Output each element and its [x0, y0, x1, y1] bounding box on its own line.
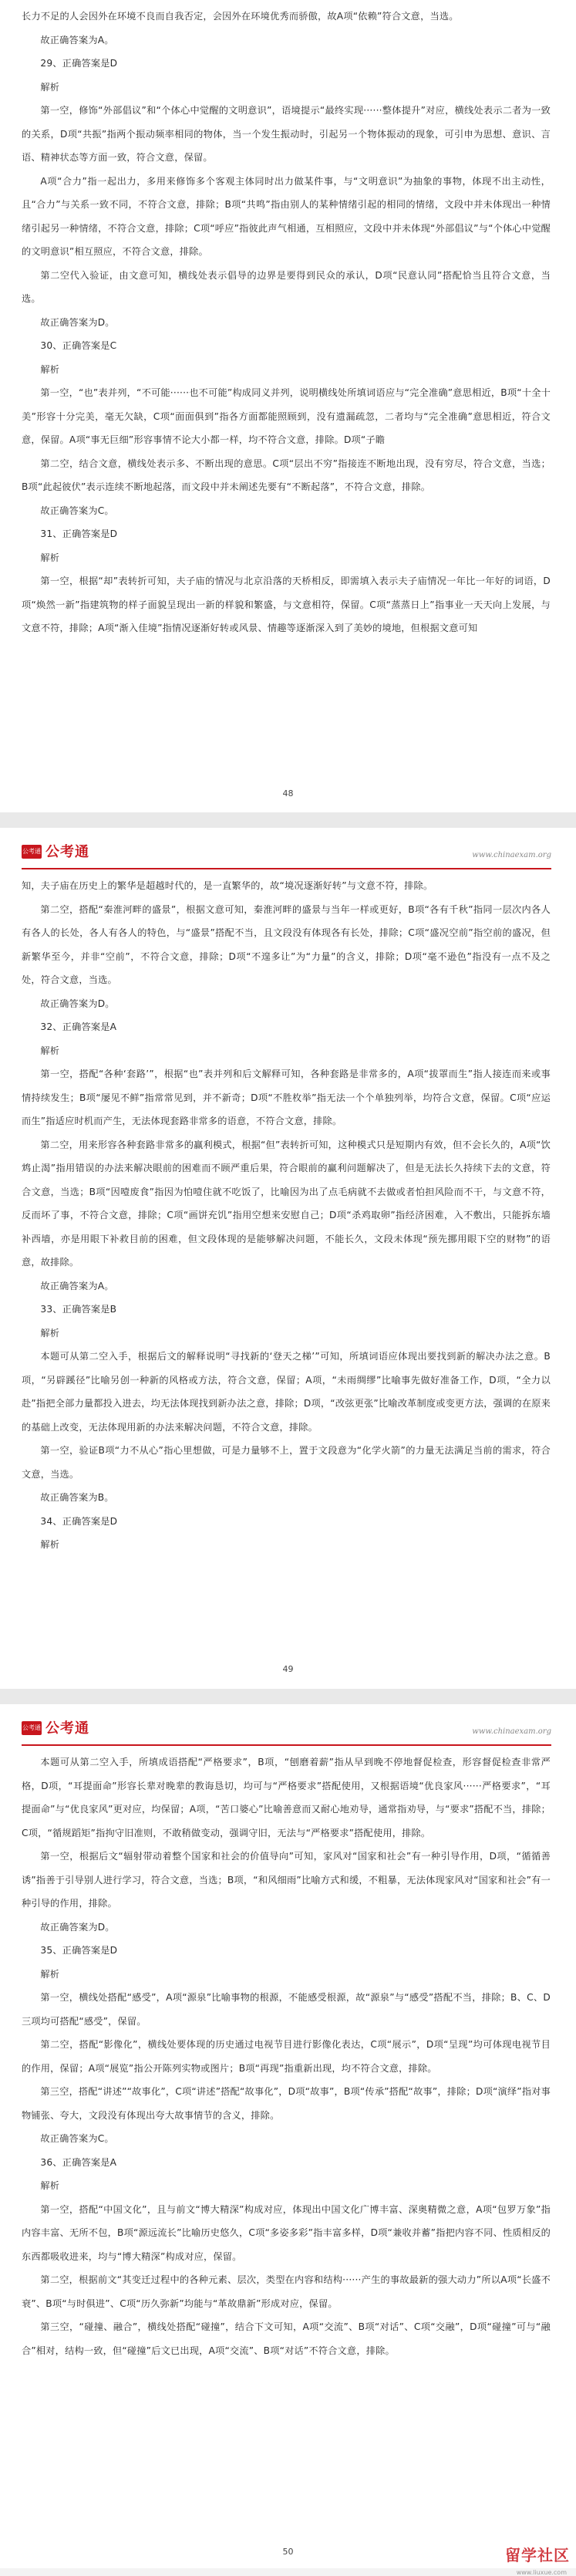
answer-heading: 34、正确答案是D — [40, 1515, 118, 1527]
brand-logo-icon: 公考通 — [22, 845, 42, 859]
analysis-label: 解析 — [40, 1327, 60, 1339]
analysis-label: 解析 — [40, 2180, 60, 2191]
analysis-label: 解析 — [40, 552, 60, 563]
document-page — [0, 1704, 576, 2576]
page-header — [22, 828, 551, 869]
paragraph: 第一空，修饰“外部倡议”和“个体心中觉醒的文明意识”，语境提示“最终实现······整体提升”对应，横线处表示二者为一致的关系，D项“共振”指两个振动频率相同的物体，当一个发生振动时，引起另一个物体振动的现象，可引申为思想、意识、言语、精神状态等方面一致，符合文意，保留。 — [22, 105, 551, 163]
paragraph: 第一空，根据“却”表转折可知，夫子庙的情况与北京沿落的天桥相反，即需填入表示夫子庙情况一年比一年好的词语，D项“焕然一新”指建筑物的样子面貌呈现出一新的样貌和繁盛，与文意相符，保留。C项“蒸蒸日上”指事业一天天向上发展，与文意不符，排除；A项“渐入佳境”指情况逐渐好转或风景、情趣等逐渐深入到了美妙的境地，但根据文意可知 — [22, 576, 551, 633]
paragraph: 第一空，验证B项“力不从心”指心里想做，可是力量够不上，置于文段意为“化学火箭”的力量无法满足当前的需求，符合文意，当选。 — [22, 1445, 551, 1480]
paragraph: 第一空，“也”表并列，“不可能······也不可能”构成同义并列，说明横线处所填词语应与“完全准确”意思相近，B项“十全十美”形容十分完美，毫无欠缺，C项“面面俱到”指各方面都能照顾到，没有遗漏疏忽，二者均与“完全准确”意思相近，符合文意，保留。A项“事无巨细”形容事情不论大小都一样，均不符合文意，排除。D项“子瞻 — [22, 387, 551, 445]
paragraph: 故正确答案为C。 — [40, 2133, 114, 2144]
paragraph: 第二空，搭配“影像化”，横线处要体现的历史通过电视节目进行影像化表达，C项“展示”，D项“呈现”均可体现电视节目的作用，保留；A项“展览”指公开陈列实物或图片；B项“再现”指重新出现，均不符合文意，排除。 — [22, 2039, 551, 2074]
analysis-label: 解析 — [40, 1539, 60, 1550]
page-content — [0, 1746, 576, 2362]
page-content — [0, 0, 576, 640]
brand-name: 公考通 — [45, 844, 89, 860]
paragraph: 故正确答案为D。 — [40, 1921, 115, 1933]
answer-heading: 33、正确答案是B — [40, 1304, 117, 1315]
analysis-label: 解析 — [40, 81, 60, 93]
paragraph: 第三空，“碰撞、融合”，横线处搭配“碰撞”，结合下文可知，A项“交流”、B项“对话”、C项“交融”，D项“碰撞”可与“融合”相对，结构一致，但“碰撞”后文已出现，A项“交流”、B项“对话”不符合文意，排除。 — [22, 2321, 551, 2356]
paragraph: 第一空，搭配“中国文化”，且与前文“博大精深”构成对应，体现出中国文化广博丰富、深奥精微之意，A项“包罗万象”指内容丰富、无所不包，B项“源远流长”比喻历史悠久，C项“多姿多彩”指丰富多样，D项“兼收并蓄”指把内容不同、性质相反的东西都吸收进来，均与“博大精深”构成对应，保留。 — [22, 2203, 551, 2262]
page-number: 48 — [282, 788, 294, 798]
paragraph: 故正确答案为D。 — [40, 316, 115, 328]
analysis-label: 解析 — [40, 1045, 60, 1056]
page-gap — [0, 812, 576, 828]
paragraph: 第二空，搭配“秦淮河畔的盛景”，根据文意可知，秦淮河畔的盛景与当年一样或更好，B项“各有千秋”指同一层次内各人有各人的长处，各人有各人的特色，与“盛景”搭配不当，且文段没有体现各有长处，排除；C项“盛况空前”指空前的盛况，但新繁华至今，并非“空前”，不符合文意，排除；D项“不遑多让”为“力量”的含义，排除；D项“毫不逊色”指没有一点不及之处，符合文意，当选。 — [22, 903, 551, 985]
paragraph: 第二空，根据前文“其变迁过程中的各种元素、层次，类型在内容和结构······产生的事故最新的强大动力”所以A项“长盛不衰”、B项“与时俱进”、C项“历久弥新”均能与“革故鼎新”形成对应，保留。 — [22, 2274, 551, 2309]
analysis-label: 解析 — [40, 1968, 60, 1980]
paragraph: 本题可从第二空入手，根据后文的解释说明“寻找新的‘登天之梯’”可知，所填词语应体现出要找到新的解决办法之意。B项，“另辟蹊径”比喻另创一种新的风格或方法，符合文意，保留；A项，“未雨绸缪”比喻事先做好准备工作，D项，“全力以赴”指把全部力量都投入进去，均无法体现找到新办法之意，排除；D项，“改弦更张”比喻改革制度或变更方法，强调的在原来的基础上改变，无法体现用新的办法来解决问题，不符合文意，排除。 — [22, 1351, 551, 1433]
paragraph: 第二空代入验证，由文意可知，横线处表示倡导的边界是要得到民众的承认，D项“民意认同”搭配恰当且符合文意，当选。 — [22, 269, 551, 304]
paragraph: 故正确答案为C。 — [40, 505, 114, 516]
answer-heading: 36、正确答案是A — [40, 2156, 117, 2168]
answer-heading: 35、正确答案是D — [40, 1945, 118, 1956]
brand-name: 公考通 — [45, 1720, 89, 1737]
paragraph: 故正确答案为D。 — [40, 998, 115, 1009]
paragraph: 长力不足的人会因外在环境不良而自我否定，会因外在环境优秀而骄傲，故A项“依赖”符合文意，当选。 — [22, 11, 459, 22]
answer-heading: 29、正确答案是D — [40, 58, 118, 69]
paragraph: 第三空，搭配“讲述”“故事化”，C项“讲述”搭配“故事化”，D项“故事”，B项“传承”搭配“故事”，排除；D项“演绎”指对事物铺张、夸大，文段没有体现出夸大故事情节的含义，排除。 — [22, 2086, 551, 2121]
paragraph: 故正确答案为B。 — [40, 1492, 114, 1503]
analysis-label: 解析 — [40, 363, 60, 375]
paragraph: A项“合力”指一起出力，多用来修饰多个客观主体同时出力做某件事，与“文明意识”为抽象的事物，体现不出主动性，且“合力”与关系一致不同，不符合文意，排除；B项“共鸣”指由别人的某种情绪引起的相同的情绪，文段中并未体现出一种情绪引起另一种情绪，不符合文意，排除；C项“呼应”指彼此声气相通，互相照应，文段中并未体现“外部倡议”与“个体心中觉醒的文明意识”相互照应，不符合文意，排除。 — [22, 175, 551, 257]
document-page — [0, 0, 576, 812]
paragraph: 第一空，根据后文“辐射带动着整个国家和社会的价值导向”可知，家风对“国家和社会”有一种引导作用，D项，“循循善诱”指善于引导别人进行学习，符合文意，当选；B项，“和风细雨”比喻方式和缓，不粗暴，无法体现家风对“国家和社会”有一种引导的作用，排除。 — [22, 1851, 551, 1909]
page-content — [0, 869, 576, 1557]
paragraph: 本题可从第二空入手，所填成语搭配“严格要求”，B项，“刨磨着薪”指从早到晚不停地督促检查，形容督促检查非常严格，D项，“耳提面命”形容长辈对晚辈的教诲恳切，均可与“严格要求”搭配使用，又根据语境“优良家风······严格要求”，“耳提面命”与“优良家风”更对应，均保留；A项，“苦口婆心”比喻善意而又耐心地劝导，通常指劝导，与“要求”搭配不当，排除；C项，“循规蹈矩”指拘守旧准则，不敢稍做变动，强调守旧，无法与“严格要求”搭配使用，排除。 — [22, 1757, 551, 1838]
paragraph: 第二空，结合文意，横线处表示多、不断出现的意思。C项“层出不穷”指接连不断地出现，没有穷尽，符合文意，当选；B项“此起彼伏”表示连续不断地起落，而文段中并未阐述先要有“不断起落”，不符合文意，排除。 — [22, 457, 551, 492]
page-header — [22, 1704, 551, 1746]
page-number: 49 — [282, 1664, 294, 1674]
page-number: 50 — [282, 2547, 294, 2557]
watermark-url: www.liuxue.com — [516, 2569, 567, 2576]
paragraph: 第一空，搭配“各种‘套路’”，根据“也”表并列和后文解释可知，各种套路是非常多的，A项“拔罩而生”指人接连而来或事情持续发生；B项“屡见不鲜”指常常见到，并不新奇；D项“不胜枚举”指无法一个个单独列举，均符合文意，保留。C项“应运而生”指适应时机而产生，无法体现套路非常多的语意，不符合文意，排除。 — [22, 1069, 551, 1126]
brand-logo-icon: 公考通 — [22, 1721, 42, 1735]
answer-heading: 32、正确答案是A — [40, 1021, 117, 1032]
page-gap — [0, 1689, 576, 1704]
paragraph: 知，夫子庙在历史上的繁华是超越时代的，是一直繁华的，故“境况逐渐好转”与文意不符，排除。 — [22, 880, 433, 891]
paragraph: 故正确答案为A。 — [40, 1280, 114, 1291]
site-url: www.chinaexam.org — [472, 1727, 551, 1736]
watermark-logo: 留学社区 — [505, 2546, 570, 2564]
site-url: www.chinaexam.org — [472, 851, 551, 859]
paragraph: 第二空，用来形容各种套路非常多的赢利模式，根据“但”表转折可知，这种模式只是短期内有效，但不会长久的，A项“饮鸩止渴”指用错误的办法来解决眼前的困难而不顾严重后果，符合眼前的赢利问题解决了，但是无法长久持续下去的文意，符合文意，当选；B项“因噎废食”指因为怕噎住就不吃饭了，比喻因为出了点毛病就不去做或者怕担风险而不干，与文意不符，反而坏了事，不符合文意，排除；C项“画饼充饥”指用空想来安慰自己；D项“杀鸡取卵”指经济困难，入不敷出，只能拆东墙补西墙，亦是用眼下补救目前的困难，但文段体现的是能够解决问题，不能长久，文段未体现“预先挪用眼下空的财物”的语意，故排除。 — [22, 1139, 551, 1268]
answer-heading: 31、正确答案是D — [40, 528, 118, 539]
paragraph: 故正确答案为A。 — [40, 34, 114, 46]
paragraph: 第一空，横线处搭配“感受”，A项“源泉”比喻事物的根源，不能感受根源，故“源泉”与“感受”搭配不当，排除；B、C、D三项均可搭配“感受”，保留。 — [22, 1992, 551, 2027]
document-page — [0, 828, 576, 1689]
answer-heading: 30、正确答案是C — [40, 340, 117, 351]
